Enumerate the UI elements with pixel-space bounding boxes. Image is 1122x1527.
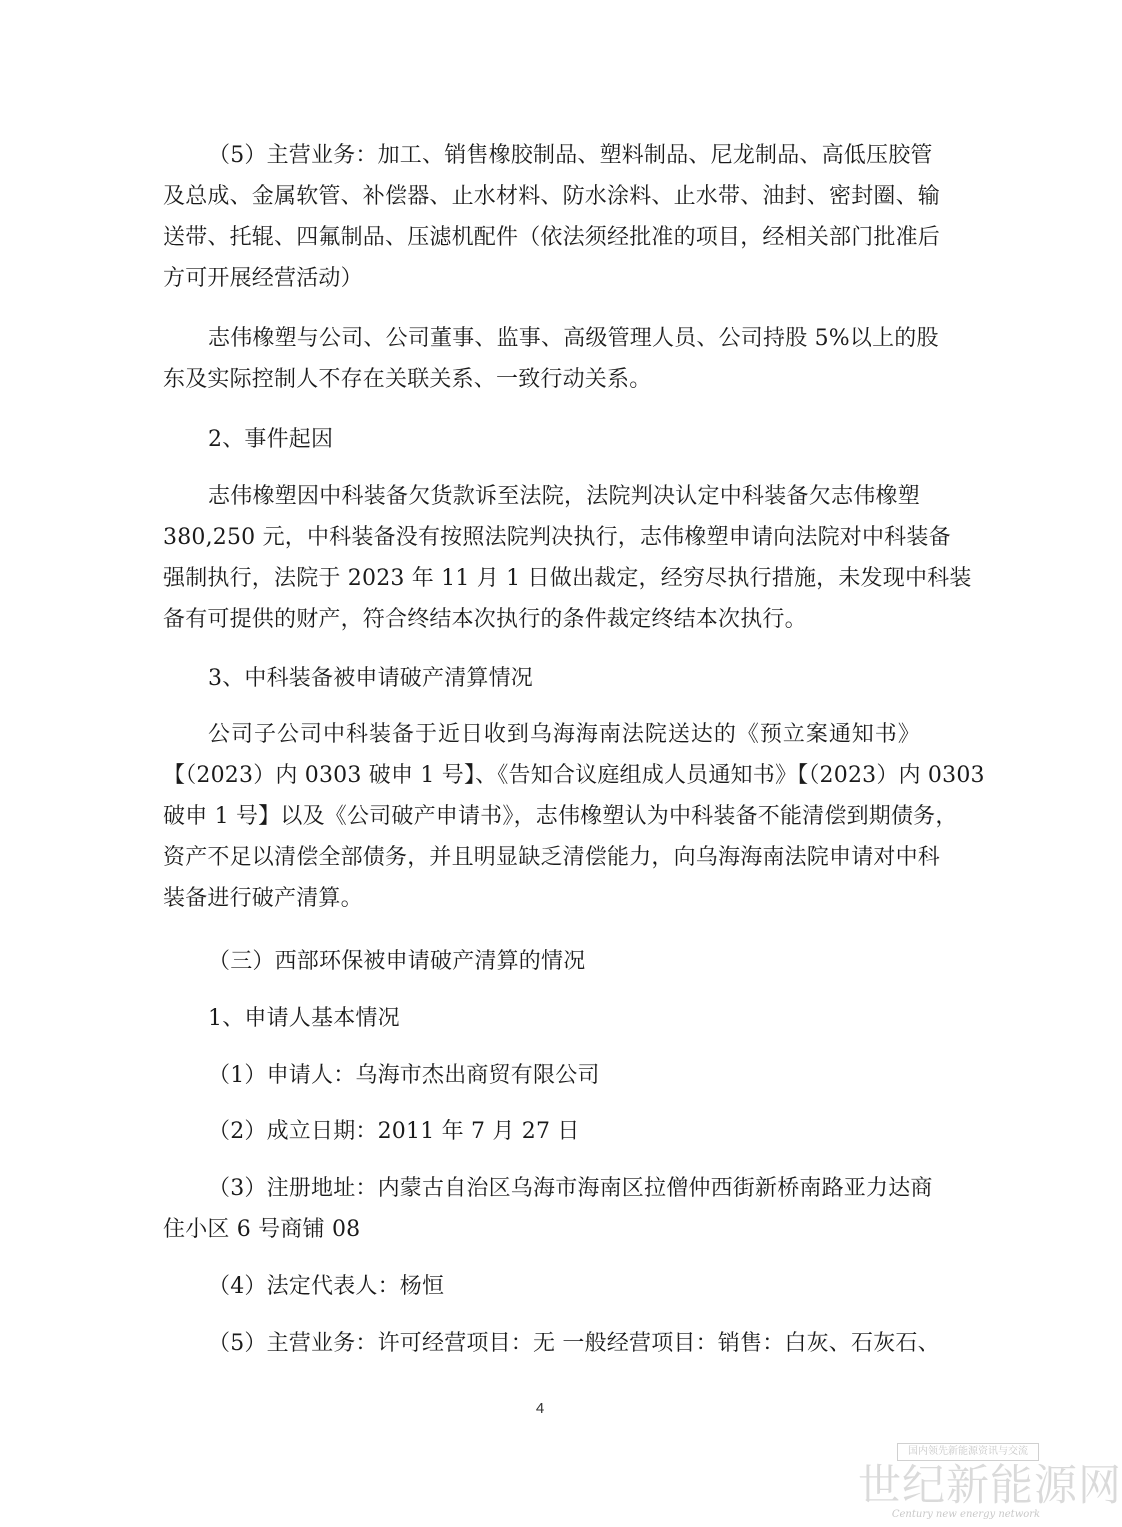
heading-western-env: [163, 941, 920, 982]
paragraph-relationship: [163, 318, 939, 400]
heading-bankruptcy-application: [163, 658, 920, 699]
item-applicant: [163, 1055, 920, 1096]
heading-event-cause: [163, 419, 920, 460]
text-line: 公司子公司中科装备于近日收到乌海海南法院送达的《预立案通知书》: [208, 722, 920, 747]
text-line: （5）主营业务：许可经营项目：无 一般经营项目：销售：白灰、石灰石、: [208, 1331, 940, 1356]
item-registered-address: [163, 1168, 933, 1250]
text-line: （3）注册地址：内蒙古自治区乌海市海南区拉僧仲西街新桥南路亚力达商: [208, 1176, 933, 1201]
item-established-date: [163, 1111, 920, 1152]
text-line: 强制执行，法院于 2023 年 11 月 1 日做出裁定，经穷尽执行措施，未发现中科装: [163, 566, 972, 591]
text-line: （1）申请人：乌海市杰出商贸有限公司: [208, 1063, 600, 1088]
watermark-caption: 国内领先新能源资讯与交流: [897, 1443, 1039, 1461]
text-line: （2）成立日期：2011 年 7 月 27 日: [208, 1119, 580, 1144]
text-line: 方可开展经营活动）: [163, 266, 363, 291]
text-line: 志伟橡塑与公司、公司董事、监事、高级管理人员、公司持股 5%以上的股: [208, 326, 939, 351]
text-line: 380,250 元，中科装备没有按照法院判决执行，志伟橡塑申请向法院对中科装备: [163, 525, 951, 550]
item-legal-representative: [163, 1266, 920, 1307]
section-heading: 3、中科装备被申请破产清算情况: [208, 666, 533, 691]
section-heading: 1、申请人基本情况: [208, 1006, 400, 1031]
text-line: 破申 1 号】以及《公司破产申请书》，志伟橡塑认为中科装备不能清偿到期债务，: [163, 804, 958, 829]
paragraph-bankruptcy-application: [163, 714, 985, 919]
paragraph-main-business-zhiwei: [163, 135, 941, 299]
page-number: 4: [535, 1400, 545, 1417]
watermark-subtitle: Century new energy network: [891, 1509, 1041, 1520]
text-line: （5）主营业务：加工、销售橡胶制品、塑料制品、尼龙制品、高低压胶管: [208, 143, 933, 168]
text-line: 住小区 6 号商铺 08: [163, 1217, 361, 1242]
section-heading: （三）西部环保被申请破产清算的情况: [208, 949, 586, 974]
text-line: 【（2023）内 0303 破申 1 号】、《告知合议庭组成人员通知书》【（2023）内 0303: [163, 763, 985, 788]
text-line: 装备进行破产清算。: [163, 886, 363, 911]
heading-applicant-info: [163, 998, 920, 1039]
text-line: 备有可提供的财产，符合终结本次执行的条件裁定终结本次执行。: [163, 607, 807, 632]
text-line: 送带、托辊、四氟制品、压滤机配件（依法须经批准的项目，经相关部门批准后: [163, 225, 941, 250]
item-main-business-jiechu: [163, 1323, 940, 1364]
text-line: 及总成、金属软管、补偿器、止水材料、防水涂料、止水带、油封、密封圈、输: [163, 184, 941, 209]
text-line: 志伟橡塑因中科装备欠货款诉至法院，法院判决认定中科装备欠志伟橡塑: [208, 484, 920, 509]
section-heading: 2、事件起因: [208, 427, 334, 452]
watermark-logo: 世纪新能源网: [858, 1461, 1122, 1511]
text-line: 资产不足以清偿全部债务，并且明显缺乏清偿能力，向乌海海南法院申请对中科: [163, 845, 941, 870]
paragraph-event-cause: [163, 476, 972, 640]
text-line: 东及实际控制人不存在关联关系、一致行动关系。: [163, 367, 652, 392]
text-line: （4）法定代表人：杨恒: [208, 1274, 445, 1299]
